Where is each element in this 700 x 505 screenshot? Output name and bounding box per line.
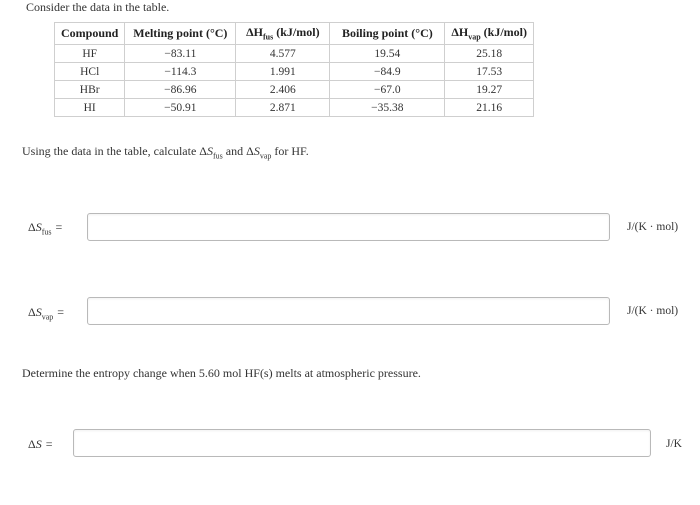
dS-delta: Δ	[28, 437, 36, 451]
table-cell: −86.96	[125, 81, 236, 99]
data-table	[54, 22, 534, 117]
table-cell: −35.38	[330, 99, 445, 117]
dS-vap-equals: =	[57, 305, 65, 319]
table-cell: HCl	[55, 63, 125, 81]
dS-fus-label	[28, 220, 62, 236]
table-row	[55, 63, 534, 81]
header-dh-vap-prefix: ΔH	[451, 25, 469, 40]
table-cell: 1.991	[236, 63, 330, 81]
table-header-row	[55, 23, 534, 45]
header-dh-fus-sub: fus	[263, 32, 274, 42]
table-cell: −83.11	[125, 45, 236, 63]
intro-text: Consider the data in the table.	[26, 0, 170, 14]
dS-vap-unit: J/(K · mol)	[627, 305, 679, 317]
dS-fus-unit: J/(K · mol)	[627, 221, 679, 233]
instruction-sub-vap: vap	[259, 151, 272, 161]
table-cell: −50.91	[125, 99, 236, 117]
dS-fus-delta: Δ	[28, 220, 36, 234]
table-cell: HF	[55, 45, 125, 63]
instruction-s-1: S	[206, 144, 213, 158]
header-compound: Compound	[55, 23, 125, 45]
table-cell: 19.27	[445, 81, 534, 99]
instruction-s-2: S	[253, 144, 260, 158]
dS-input[interactable]	[73, 429, 651, 457]
table-row	[55, 45, 534, 63]
dS-vap-s: S	[35, 305, 42, 319]
header-dh-fus-prefix: ΔH	[246, 25, 263, 40]
instruction-delta-1: Δ	[199, 144, 207, 158]
dS-fus-s: S	[35, 220, 42, 234]
table-cell: 25.18	[445, 45, 534, 63]
question2-text: Determine the entropy change when 5.60 mol HF(s) melts at atmospheric pressure.	[22, 366, 421, 380]
table-cell: 21.16	[445, 99, 534, 117]
table-cell: 2.406	[236, 81, 330, 99]
header-dh-vap	[445, 23, 534, 45]
dS-fus-input[interactable]	[87, 213, 610, 241]
dS-fus-equals: =	[55, 220, 63, 234]
table-cell: −84.9	[330, 63, 445, 81]
instruction-and: and	[222, 144, 247, 158]
header-dh-vap-unit: (kJ/mol)	[480, 25, 528, 40]
dS-vap-delta: Δ	[28, 305, 36, 319]
table-row	[55, 99, 534, 117]
dS-fus-sub: fus	[41, 227, 52, 237]
table-row	[55, 81, 534, 99]
instruction-delta-2: Δ	[246, 144, 254, 158]
dS-vap-input[interactable]	[87, 297, 610, 325]
table-cell: −114.3	[125, 63, 236, 81]
instruction-text	[22, 144, 309, 160]
dS-vap-label	[28, 305, 64, 321]
table-cell: 17.53	[445, 63, 534, 81]
table-cell: HI	[55, 99, 125, 117]
table-cell: 4.577	[236, 45, 330, 63]
header-dh-fus-unit: (kJ/mol)	[273, 25, 320, 40]
dS-equals: =	[45, 437, 53, 451]
table-cell: 2.871	[236, 99, 330, 117]
header-boiling-point: Boiling point (°C)	[330, 23, 445, 45]
table-cell: 19.54	[330, 45, 445, 63]
header-melting-point: Melting point (°C)	[125, 23, 236, 45]
instruction-sub-fus: fus	[212, 151, 223, 161]
dS-s: S	[35, 437, 42, 451]
header-dh-vap-sub: vap	[468, 32, 481, 42]
dS-label	[28, 437, 53, 452]
table-cell: −67.0	[330, 81, 445, 99]
dS-vap-sub: vap	[41, 312, 54, 322]
table-cell: HBr	[55, 81, 125, 99]
instruction-text-b: for HF.	[271, 144, 309, 158]
header-dh-fus	[236, 23, 330, 45]
instruction-text-a: Using the data in the table, calculate	[22, 144, 200, 158]
dS-unit: J/K	[666, 438, 682, 450]
